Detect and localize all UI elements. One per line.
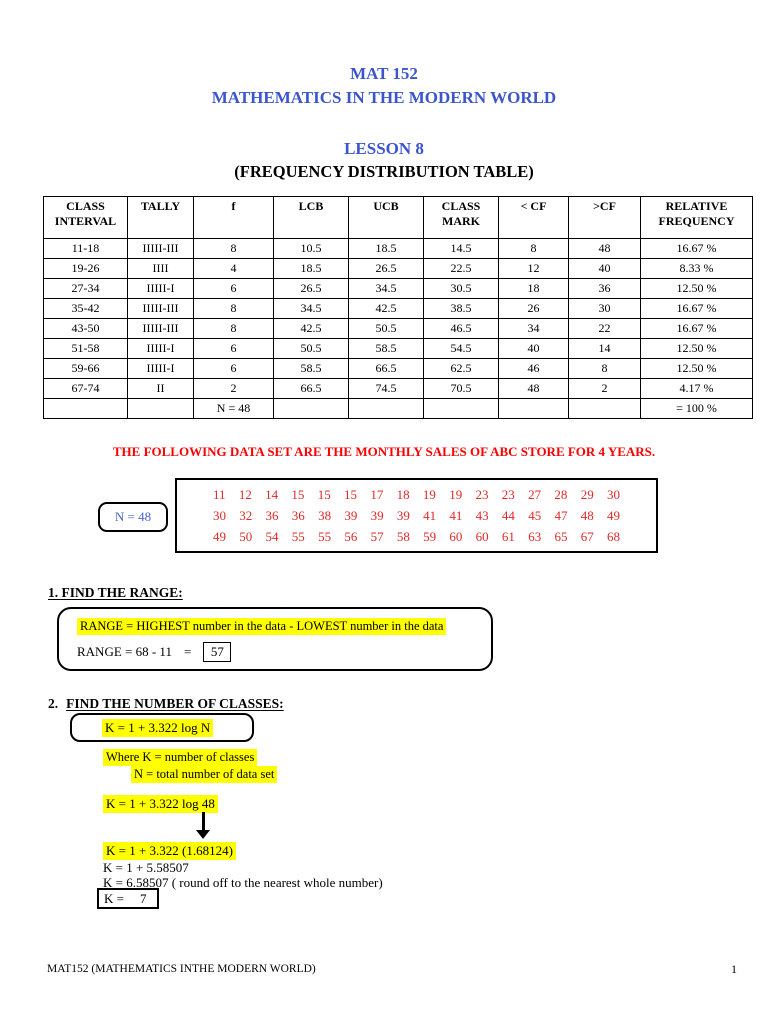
table-cell: 6 [194,359,274,379]
table-cell: 4.17 % [641,379,753,399]
table-cell: 40 [569,259,641,279]
column-header: f [194,197,274,239]
data-value: 49 [606,507,620,523]
table-cell: 70.5 [424,379,499,399]
k-step3-line: K = 1 + 5.58507 [103,860,189,875]
table-cell: 36 [569,279,641,299]
data-value: 30 [606,486,620,502]
data-set-row [213,487,620,503]
table-cell: 12.50 % [641,339,753,359]
where-n-highlight: N = total number of data set [131,766,277,783]
frequency-table [43,196,753,419]
data-value: 44 [501,507,515,523]
data-value: 14 [265,486,279,502]
data-value: 55 [318,528,332,544]
table-cell: 59-66 [44,359,128,379]
table-cell: 2 [569,379,641,399]
data-value: 68 [606,528,620,544]
range-result: 57 [210,644,224,659]
data-value: 39 [344,507,358,523]
column-header: UCB [349,197,424,239]
range-formula-highlight: RANGE = HIGHEST number in the data - LOWEST number in the data [77,618,446,635]
table-cell: 50.5 [274,339,349,359]
table-cell: 58.5 [274,359,349,379]
table-cell: = 100 % [641,399,753,419]
data-value: 56 [344,528,358,544]
table-cell: 2 [194,379,274,399]
classes-heading-number: 2. [48,696,59,711]
table-cell: 8 [569,359,641,379]
lesson-title: LESSON 8 [344,139,424,158]
data-value: 59 [423,528,437,544]
table-cell: 34 [499,319,569,339]
data-value: 15 [344,486,358,502]
data-value: 55 [291,528,305,544]
table-cell: 27-34 [44,279,128,299]
frequency-table-container [43,196,753,419]
table-cell: 8 [194,239,274,259]
table-cell: IIIII-III [128,239,194,259]
table-cell: 26 [499,299,569,319]
table-row [44,339,753,359]
data-value: 23 [475,486,489,502]
table-cell: IIIII-I [128,339,194,359]
data-set-row [213,508,620,524]
data-value: 19 [422,486,436,502]
where-k-highlight: Where K = number of classes [103,749,257,766]
table-cell: 38.5 [424,299,499,319]
table-cell: 16.67 % [641,299,753,319]
data-value: 19 [449,486,463,502]
table-cell: 50.5 [349,319,424,339]
table-cell: II [128,379,194,399]
classes-heading-text: FIND THE NUMBER OF CLASSES: [66,696,284,711]
data-value: 23 [501,486,515,502]
table-cell: 11-18 [44,239,128,259]
data-value: 17 [370,486,384,502]
k-result-value: 7 [139,890,147,906]
data-value: 47 [554,507,568,523]
k-result-label: K = [104,890,124,906]
table-cell: 30 [569,299,641,319]
classes-section-heading [48,696,284,712]
table-row [44,379,753,399]
data-value: 60 [475,528,489,544]
data-value: 32 [239,507,253,523]
table-cell: 30.5 [424,279,499,299]
down-arrow-icon [196,812,210,839]
table-cell: 42.5 [274,319,349,339]
data-value: 11 [213,486,226,502]
column-header: LCB [274,197,349,239]
table-cell: 46.5 [424,319,499,339]
data-value: 39 [370,507,384,523]
table-cell: 43-50 [44,319,128,339]
course-title: MATHEMATICS IN THE MODERN WORLD [211,88,557,107]
table-cell [569,399,641,419]
course-code: MAT 152 [350,64,418,83]
data-value: 38 [318,507,332,523]
where-n-line [131,766,277,783]
data-value: 18 [396,486,410,502]
data-value: 15 [317,486,331,502]
table-cell: 51-58 [44,339,128,359]
range-box [57,607,493,671]
k-formula-highlight: K = 1 + 3.322 log N [102,719,213,737]
data-value: 28 [554,486,568,502]
table-cell: 6 [194,339,274,359]
table-cell [44,399,128,419]
equals-sign: = [183,644,192,659]
table-cell: 26.5 [274,279,349,299]
table-cell: 26.5 [349,259,424,279]
data-value: 27 [528,486,542,502]
table-row [44,399,753,419]
data-value: 54 [265,528,279,544]
table-row [44,299,753,319]
data-value: 48 [580,507,594,523]
table-cell: IIII [128,259,194,279]
table-cell [349,399,424,419]
range-calculation: RANGE = 68 - 11 [77,644,172,659]
data-set-values [175,478,658,553]
table-cell: 48 [569,239,641,259]
data-value: 63 [528,528,542,544]
table-cell [424,399,499,419]
table-cell: 4 [194,259,274,279]
table-cell: 19-26 [44,259,128,279]
lesson-subtitle: (FREQUENCY DISTRIBUTION TABLE) [234,162,534,181]
table-cell: IIIII-I [128,279,194,299]
k-step4-line: K = 6.58507 ( round off to the nearest whole number) [103,875,383,890]
data-value: 29 [580,486,594,502]
table-cell: 40 [499,339,569,359]
table-cell: 35-42 [44,299,128,319]
column-header: CLASS INTERVAL [44,197,128,239]
table-cell: 18.5 [274,259,349,279]
data-value: 15 [291,486,305,502]
table-cell: 66.5 [349,359,424,379]
data-value: 57 [370,528,384,544]
table-row [44,239,753,259]
table-cell: 58.5 [349,339,424,359]
range-result-box [203,642,231,662]
table-cell: 8 [194,299,274,319]
column-header: >CF [569,197,641,239]
data-value: 67 [580,528,594,544]
page-number: 1 [731,962,737,976]
table-cell: 66.5 [274,379,349,399]
table-cell: 74.5 [349,379,424,399]
table-cell: 16.67 % [641,239,753,259]
table-cell: 8.33 % [641,259,753,279]
table-cell: 34.5 [349,279,424,299]
n-count-box [98,502,168,532]
data-set-row [213,529,620,545]
table-cell: 48 [499,379,569,399]
table-cell: 22 [569,319,641,339]
table-row [44,279,753,299]
table-cell: N = 48 [194,399,274,419]
table-cell [274,399,349,419]
table-row [44,359,753,379]
table-cell [128,399,194,419]
range-formula-line [77,618,491,635]
where-k-line [103,749,257,766]
table-cell: 18 [499,279,569,299]
data-value: 12 [238,486,252,502]
k-formula-box [70,713,254,742]
table-cell: 46 [499,359,569,379]
table-cell: IIIII-I [128,359,194,379]
data-value: 36 [265,507,279,523]
range-calculation-line [77,642,491,662]
data-value: 50 [239,528,253,544]
data-value: 45 [528,507,542,523]
data-value: 65 [554,528,568,544]
header-row [44,197,753,239]
data-value: 49 [213,528,226,544]
data-value: 30 [213,507,226,523]
data-value: 39 [396,507,410,523]
table-cell: 12 [499,259,569,279]
column-header: RELATIVE FREQUENCY [641,197,753,239]
table-cell [499,399,569,419]
column-header: TALLY [128,197,194,239]
data-value: 43 [475,507,489,523]
table-cell: 22.5 [424,259,499,279]
table-cell: 34.5 [274,299,349,319]
column-header: < CF [499,197,569,239]
range-section-heading: 1. FIND THE RANGE: [48,585,183,600]
table-cell: 18.5 [349,239,424,259]
table-cell: 12.50 % [641,359,753,379]
table-cell: 67-74 [44,379,128,399]
k-step2-line [103,842,236,860]
table-cell: 14.5 [424,239,499,259]
table-cell: 54.5 [424,339,499,359]
table-cell: 14 [569,339,641,359]
table-cell: 12.50 % [641,279,753,299]
table-row [44,259,753,279]
k-result-box [97,888,159,909]
data-value: 41 [449,507,463,523]
table-cell: 42.5 [349,299,424,319]
table-cell: 62.5 [424,359,499,379]
data-set-caption: THE FOLLOWING DATA SET ARE THE MONTHLY SALES OF ABC STORE FOR 4 YEARS. [112,444,656,459]
data-value: 58 [396,528,410,544]
data-value: 36 [291,507,305,523]
table-cell: 6 [194,279,274,299]
table-cell: 16.67 % [641,319,753,339]
data-value: 41 [423,507,437,523]
k-step2-highlight: K = 1 + 3.322 (1.68124) [103,842,236,860]
k-step1-line [103,795,218,813]
table-cell: IIIII-III [128,299,194,319]
k-step1-highlight: K = 1 + 3.322 log 48 [103,795,218,813]
table-cell: 10.5 [274,239,349,259]
column-header: CLASS MARK [424,197,499,239]
n-count-label: N = 48 [114,509,152,524]
table-row [44,319,753,339]
data-value: 60 [449,528,463,544]
table-cell: 8 [194,319,274,339]
footer-text: MAT152 (MATHEMATICS INTHE MODERN WORLD) [47,963,316,975]
table-cell: 8 [499,239,569,259]
data-value: 61 [501,528,515,544]
table-cell: IIIII-III [128,319,194,339]
